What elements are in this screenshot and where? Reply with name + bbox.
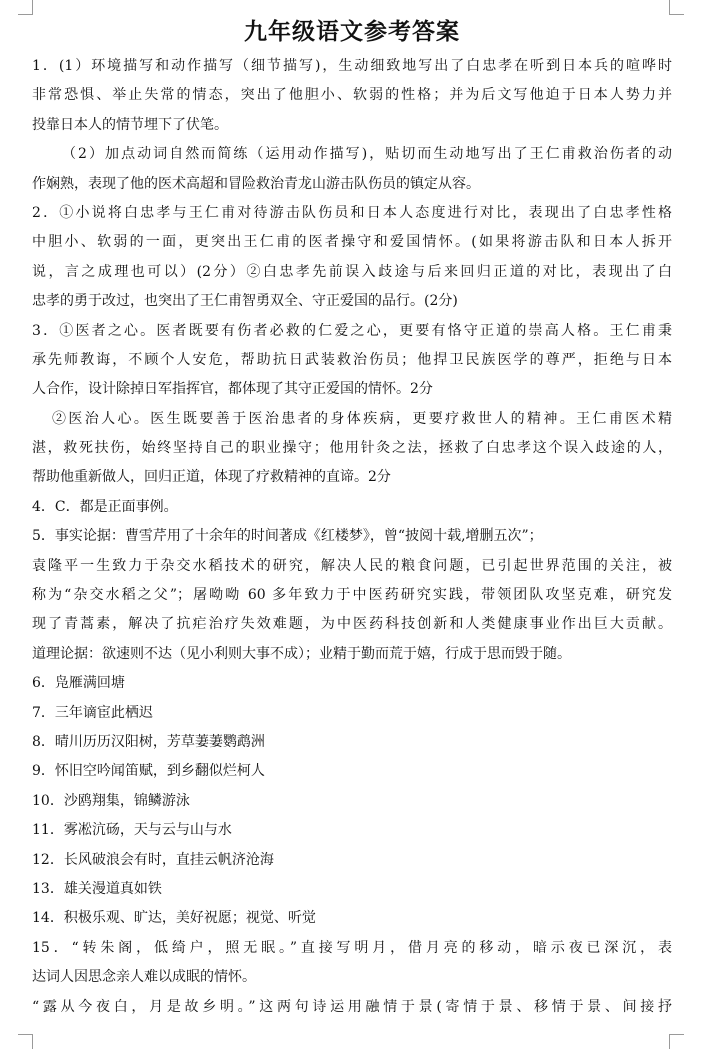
answer-14-line: 14．积极乐观、旷达，美好祝愿；视觉、听觉 <box>32 910 316 927</box>
answer-3-part2-line-1: ②医治人心。医生既要善于医治患者的身体疾病，更要疗救世人的精神。王仁甫医术精 <box>52 410 672 427</box>
corner-crop-mark-top-left <box>18 0 33 15</box>
answer-1-part2-line-1: （2）加点动词自然而简练（运用动作描写)，贴切而生动地写出了王仁甫救治伤者的动 <box>62 146 672 163</box>
answer-5-line-3: 称为“杂交水稻之父”；屠呦呦 60 多年致力于中医药研究实践，带领团队攻坚克难，研究发 <box>32 587 672 604</box>
answer-10-line: 10．沙鸥翔集，锦鳞游泳 <box>32 792 190 809</box>
answer-2-line-2: 中胆小、软弱的一面，更突出王仁甫的医者操守和爱国情怀。(如果将游击队和日本人拆开 <box>32 234 672 251</box>
answer-8-line: 8．晴川历历汉阳树，芳草萋萋鹦鹉洲 <box>32 733 265 750</box>
answer-5-line-5: 道理论据：欲速则不达（见小利则大事不成）；业精于勤而荒于嬉，行成于思而毁于随。 <box>32 645 571 662</box>
answer-13-line: 13．雄关漫道真如铁 <box>32 880 162 897</box>
answer-12-line: 12．长风破浪会有时，直挂云帆济沧海 <box>32 851 274 868</box>
answer-2-line-1: 2．①小说将白忠孝与王仁甫对待游击队伤员和日本人态度进行对比，表现出了白忠孝性格 <box>32 204 672 221</box>
answer-1-line-1: 1．(1）环境描写和动作描写（细节描写)，生动细致地写出了白忠孝在听到日本兵的喧哗时 <box>32 58 672 74</box>
corner-crop-mark-bottom-right <box>669 1034 684 1049</box>
answer-1-line-3: 投靠日本人的情节埋下了伏笔。 <box>32 116 228 133</box>
answer-3-line-3: 人合作，设计除掉日军指挥官，都体现了其守正爱国的情怀。2分 <box>32 381 433 398</box>
page-title: 九年级语文参考答案 <box>244 19 460 45</box>
answer-2-line-3: 说，言之成理也可以）(2分）②白忠孝先前误入歧途与后来回归正道的对比，表现出了白 <box>32 263 672 280</box>
answer-11-line: 11．雾凇沆砀，天与云与山与水 <box>32 822 232 839</box>
answer-3-line-2: 承先师教诲，不顾个人安危，帮助抗日武装救治伤员；他捍卫民族医学的尊严，拒绝与日本 <box>32 351 672 368</box>
answer-5-line-1: 5．事实论据：曹雪芹用了十余年的时间著成《红楼梦》，曾“披阅十载,增删五次”； <box>32 528 543 545</box>
answer-15-line-1: 15．“转朱阁，低绮户，照无眠。”直接写明月，借月亮的移动，暗示夜已深沉，表 <box>32 939 672 956</box>
answer-1-line-2: 非常恐惧、举止失常的情态，突出了他胆小、软弱的性格；并为后文写他迫于日本人势力并 <box>32 87 672 104</box>
answer-1-part2-line-2: 作娴熟，表现了他的医术高超和冒险救治青龙山游击队伤员的镇定从容。 <box>32 175 480 192</box>
answer-15-line-3: “露从今夜白，月是故乡明。”这两句诗运用融情于景(寄情于景、移情于景、间接抒 <box>32 998 672 1015</box>
answer-7-line: 7．三年谪宦此栖迟 <box>32 704 153 721</box>
answer-2-line-4: 忠孝的勇于改过，也突出了王仁甫智勇双全、守正爱国的品行。(2分) <box>32 293 458 310</box>
answer-9-line: 9．怀旧空吟闻笛赋，到乡翻似烂柯人 <box>32 763 265 780</box>
answer-3-part2-line-2: 湛，救死扶伤，始终坚持自己的职业操守；他用针灸之法，拯救了白忠孝这个误入歧途的人， <box>32 440 672 457</box>
answer-3-line-1: 3．①医者之心。医者既要有伤者必救的仁爱之心，更要有恪守正道的崇高人格。王仁甫秉 <box>32 322 672 339</box>
answer-15-line-2: 达词人因思念亲人难以成眠的情怀。 <box>32 969 256 986</box>
answer-4-line: 4．C．都是正面事例。 <box>32 498 178 515</box>
answer-5-line-2: 袁隆平一生致力于杂交水稻技术的研究，解决人民的粮食问题，已引起世界范围的关注，被 <box>32 557 672 574</box>
corner-crop-mark-bottom-left <box>18 1034 33 1049</box>
answer-5-line-4: 现了青蒿素，解决了抗疟治疗失效难题，为中医药科技创新和人类健康事业作出巨大贡献。 <box>32 616 672 633</box>
document-page <box>32 12 672 1022</box>
answer-3-part2-line-3: 帮助他重新做人，回归正道，体现了疗救精神的直谛。2分 <box>32 469 391 486</box>
answer-6-line: 6．凫雁满回塘 <box>32 675 125 692</box>
